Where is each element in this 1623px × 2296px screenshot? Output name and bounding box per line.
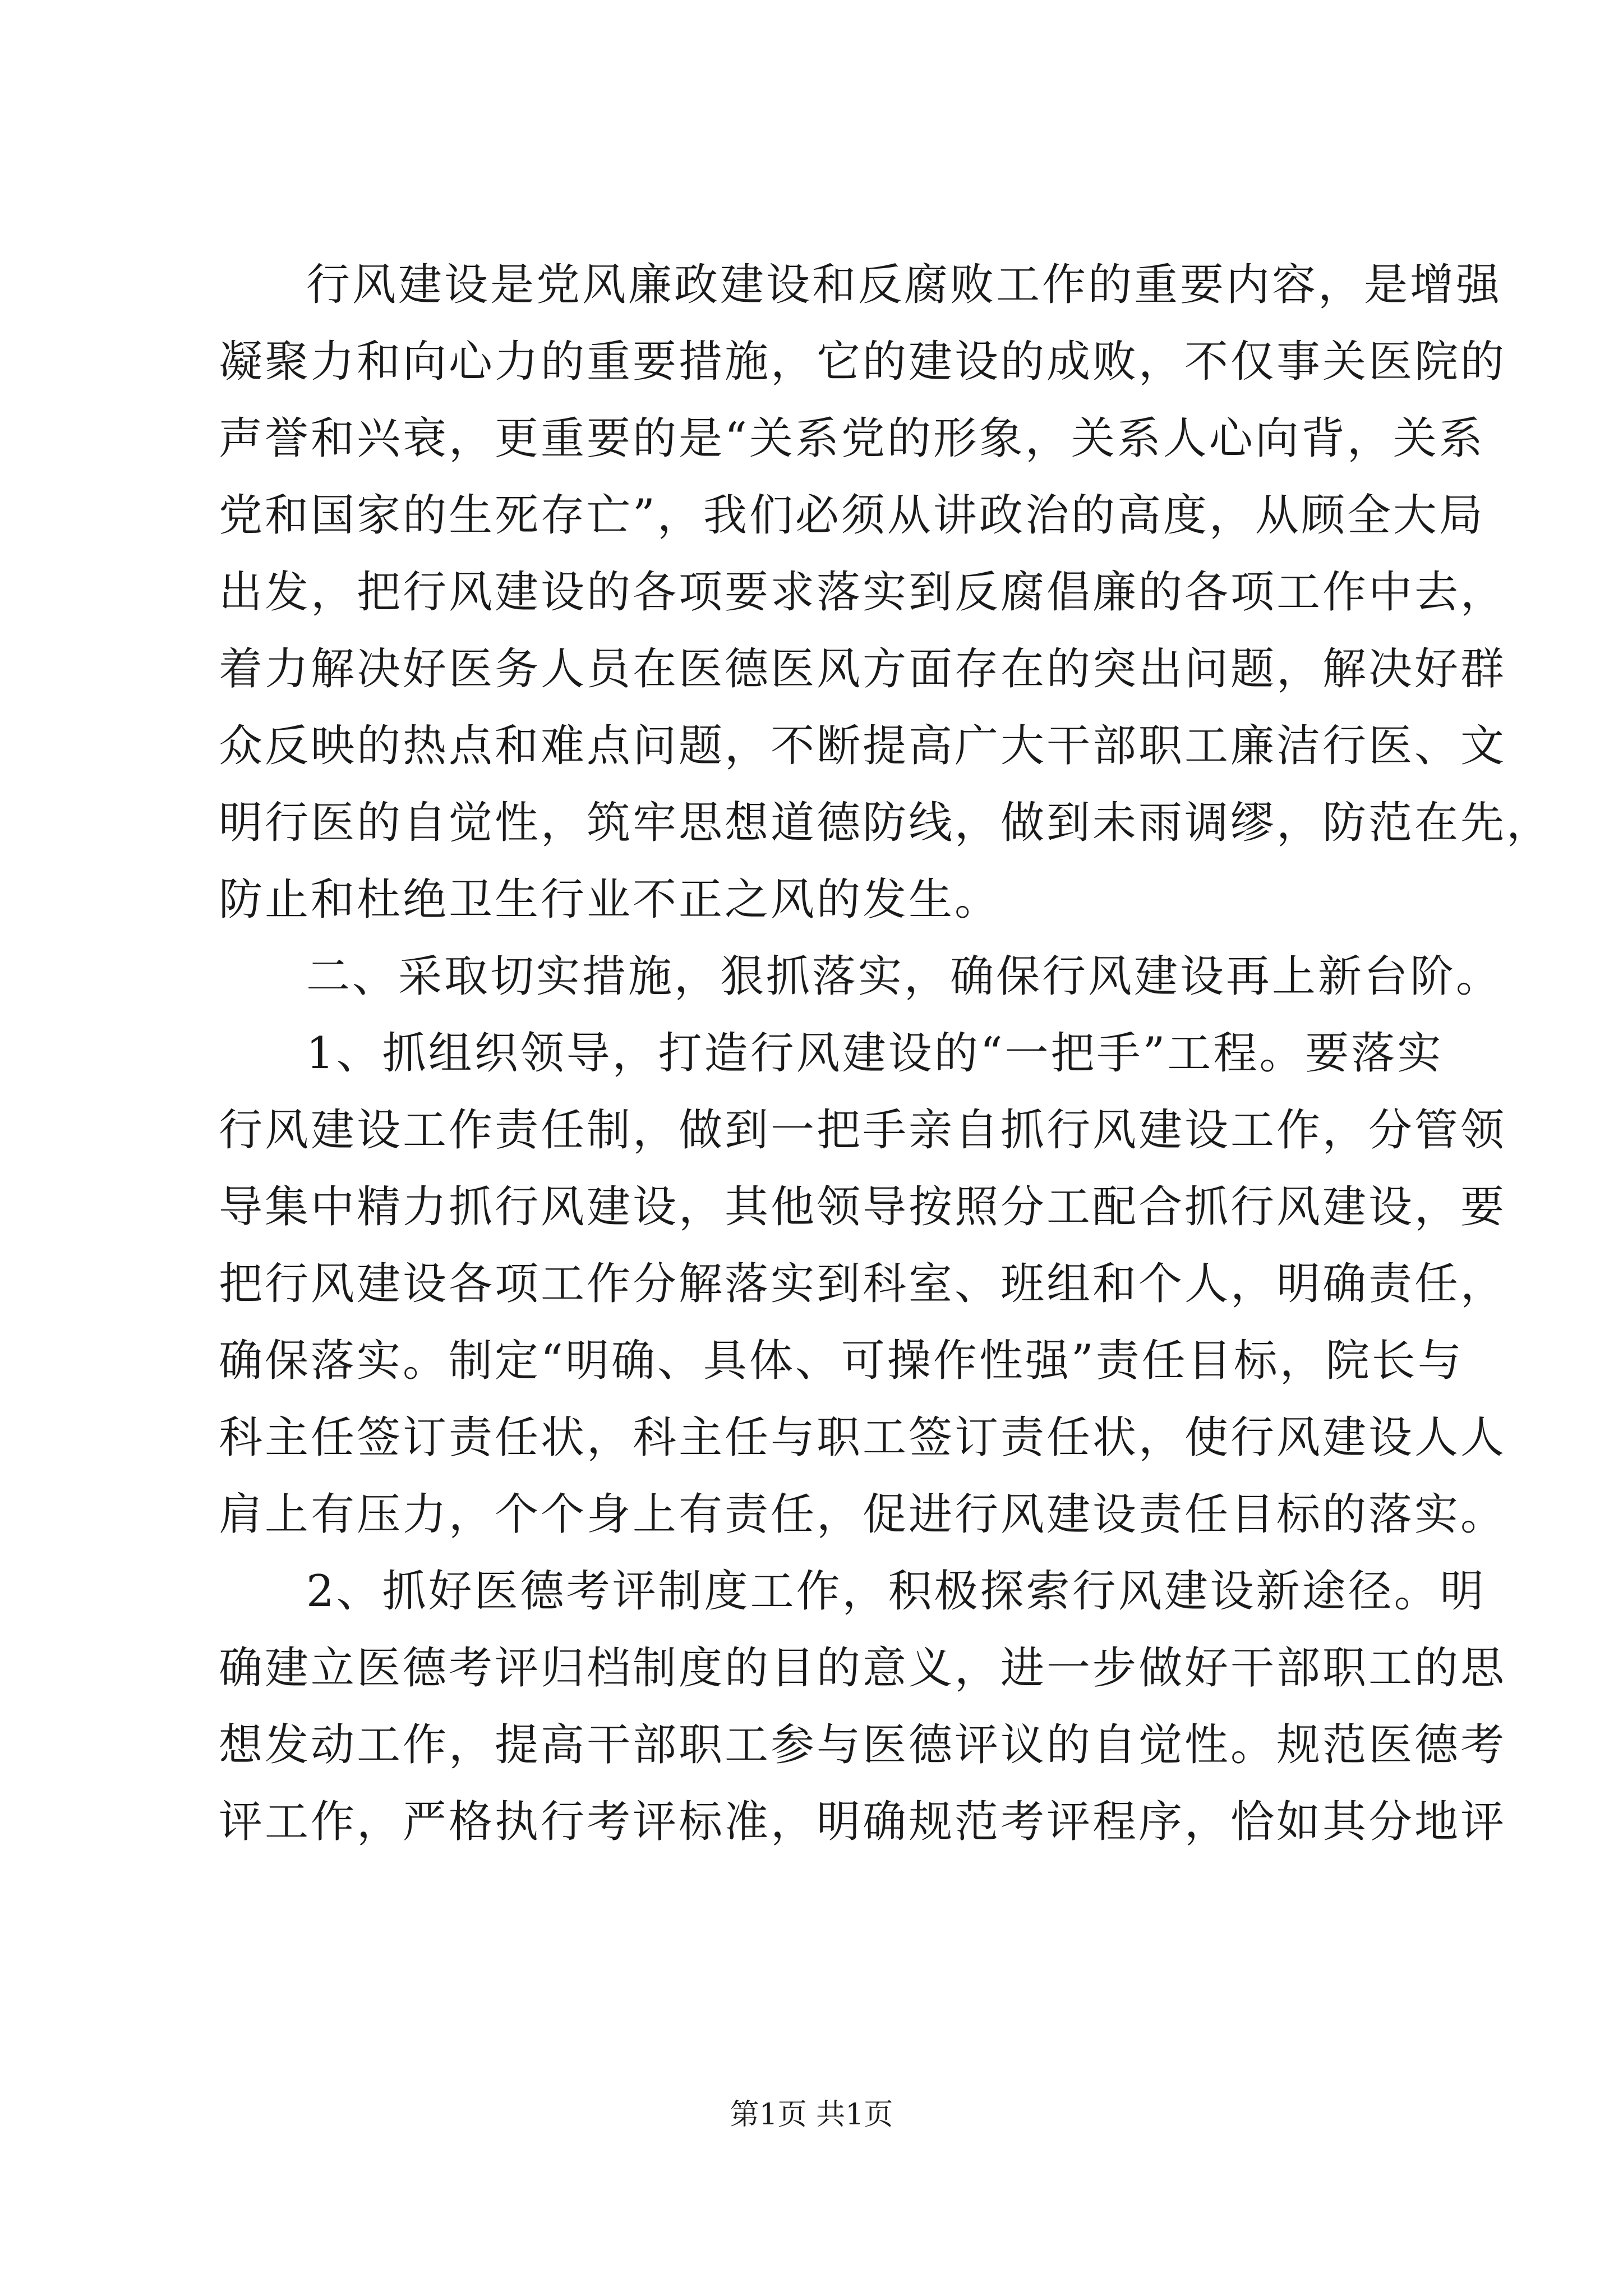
text-line: 防止和杜绝卫生行业不正之风的发生。 [219,875,1001,925]
paragraph-item-1 [219,1015,1507,1553]
paragraph-1 [219,247,1553,938]
text-line: 肩上有压力，个个身上有责任，促进行风建设责任目标的落实。 [219,1489,1507,1540]
text-line: 凝聚力和向心力的重要措施，它的建设的成败，不仅事关医院的 [219,337,1507,387]
text-line: 导集中精力抓行风建设，其他领导按照分工配合抓行风建设，要 [219,1182,1507,1232]
section-heading-2 [219,938,1502,1015]
text-line: 行风建设工作责任制，做到一把手亲自抓行风建设工作，分管领 [219,1105,1507,1156]
text-line: 把行风建设各项工作分解落实到科室、班组和个人，明确责任， [219,1259,1507,1309]
text-line: 确建立医德考评归档制度的目的意义，进一步做好干部职工的思 [219,1643,1507,1694]
text-line: 众反映的热点和难点问题，不断提高广大干部职工廉洁行医、文 [219,721,1507,771]
document-body [219,247,1553,1861]
text-line: 二、采取切实措施，狠抓落实，确保行风建设再上新台阶。 [306,951,1502,1002]
text-line: 确保落实。制定“明确、具体、可操作性强”责任目标，院长与 [219,1336,1464,1386]
text-line: 想发动工作，提高干部职工参与医德评议的自觉性。规范医德考 [219,1720,1507,1770]
text-line: 1、抓组织领导，打造行风建设的“一把手”工程。要落实 [306,1028,1444,1079]
page-footer: 第1页 共1页 [730,2098,893,2132]
text-line: 明行医的自觉性，筑牢思想道德防线，做到未雨调缪，防范在先， [219,798,1553,848]
text-line: 评工作，严格执行考评标准，明确规范考评程序，恰如其分地评 [219,1797,1507,1847]
paragraph-item-2 [219,1553,1507,1861]
text-line: 2、抓好医德考评制度工作，积极探索行风建设新途径。明 [306,1566,1486,1617]
text-line: 出发，把行风建设的各项要求落实到反腐倡廉的各项工作中去， [219,567,1507,618]
text-line: 科主任签订责任状，科主任与职工签订责任状，使行风建设人人 [219,1412,1507,1463]
text-line: 声誉和兴衰，更重要的是“关系党的形象，关系人心向背，关系 [219,413,1485,464]
text-line: 党和国家的生死存亡”，我们必须从讲政治的高度，从顾全大局 [219,490,1485,541]
text-line: 着力解决好医务人员在医德医风方面存在的突出问题，解决好群 [219,644,1507,694]
text-line: 行风建设是党风廉政建设和反腐败工作的重要内容，是增强 [306,260,1502,310]
